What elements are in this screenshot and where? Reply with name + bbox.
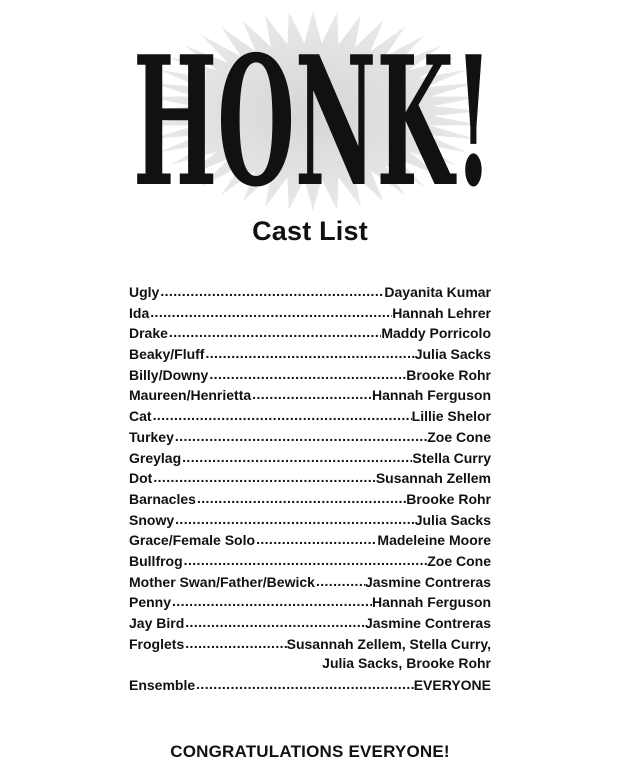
cast-role: Ugly [129, 284, 160, 300]
cast-role: Ida [129, 304, 150, 321]
cast-role: Maureen/Henrietta [129, 387, 252, 404]
cast-row [129, 511, 491, 532]
cast-row [129, 469, 491, 490]
cast-role: Mother Swan/Father/Bewick [129, 573, 315, 590]
cast-row [129, 304, 491, 325]
cast-row [129, 593, 491, 614]
dot-leader [171, 593, 372, 607]
cast-role: Ensemble [129, 677, 196, 694]
cast-role: Jay Bird [129, 615, 185, 631]
cast-role: Froglets [129, 635, 185, 652]
dot-leader [196, 490, 406, 504]
dot-leader [204, 345, 414, 359]
cast-actor: Maddy Porricolo [381, 325, 491, 342]
dot-leader [255, 531, 377, 545]
cast-row [129, 386, 491, 407]
cast-actor: EVERYONE [413, 677, 491, 694]
cast-list [129, 283, 491, 697]
cast-row [129, 449, 491, 470]
cast-actor: Brooke Rohr [406, 366, 491, 383]
cast-row [129, 552, 491, 573]
cast-actor: Hannah Ferguson [371, 387, 491, 404]
cast-row [129, 531, 491, 552]
dot-leader [184, 635, 286, 649]
cast-actor: Jasmine Contreras [364, 615, 491, 631]
cast-role: Drake [129, 325, 168, 342]
cast-actor: Dayanita Kumar [384, 284, 491, 300]
cast-role: Cat [129, 408, 152, 425]
dot-leader [168, 324, 381, 338]
cast-actor: Zoe Cone [427, 428, 491, 445]
cast-role: Bullfrog [129, 552, 183, 569]
cast-row [129, 676, 491, 697]
dot-leader [152, 407, 412, 421]
cast-role: Dot [129, 470, 153, 487]
honk-logo [118, 6, 508, 216]
cast-role: Turkey [129, 428, 174, 445]
cast-row [129, 490, 491, 511]
dot-leader [149, 304, 392, 318]
cast-row [129, 655, 491, 676]
cast-row [129, 407, 491, 428]
logo-text: HONK! [133, 17, 494, 216]
dot-leader [183, 552, 428, 566]
dot-leader [251, 386, 372, 400]
cast-actor: Julia Sacks [414, 346, 491, 363]
dot-leader [315, 573, 365, 587]
cast-actor: Hannah Lehrer [392, 304, 491, 321]
cast-actor: Julia Sacks [414, 511, 491, 528]
cast-role: Barnacles [129, 490, 196, 507]
dot-leader [208, 366, 406, 380]
dot-leader [174, 511, 415, 525]
cast-role: Billy/Downy [129, 366, 209, 383]
dot-leader [181, 449, 412, 463]
cast-actor: Stella Curry [412, 449, 491, 466]
cast-actor: Lillie Shelor [411, 408, 491, 425]
cast-row [129, 366, 491, 387]
cast-role: Penny [129, 594, 172, 611]
cast-role: Grace/Female Solo [129, 532, 256, 549]
cast-actor: Brooke Rohr [406, 490, 491, 507]
dot-leader [184, 614, 365, 628]
cast-actor: Susannah Zellem [375, 470, 491, 487]
cast-role: Greylag [129, 449, 182, 466]
dot-leader [195, 676, 414, 690]
congratulations-footer: CONGRATULATIONS EVERYONE! [170, 742, 450, 761]
cast-row [129, 428, 491, 449]
cast-row [129, 635, 491, 656]
dot-leader [174, 428, 427, 442]
cast-row [129, 573, 491, 594]
cast-actor: Zoe Cone [427, 552, 491, 569]
page-title: Cast List [252, 216, 368, 246]
cast-row [129, 283, 491, 304]
cast-row [129, 345, 491, 366]
dot-leader [152, 469, 376, 483]
cast-role: Beaky/Fluff [129, 346, 205, 363]
cast-actor: Julia Sacks, Brooke Rohr [322, 655, 491, 672]
cast-actor: Madeleine Moore [377, 532, 491, 549]
cast-actor: Hannah Ferguson [371, 594, 491, 611]
cast-row [129, 614, 491, 635]
cast-role: Snowy [129, 511, 175, 528]
cast-actor: Susannah Zellem, Stella Curry, [286, 635, 491, 652]
dot-leader [159, 283, 384, 297]
cast-row [129, 324, 491, 345]
cast-actor: Jasmine Contreras [364, 573, 491, 590]
